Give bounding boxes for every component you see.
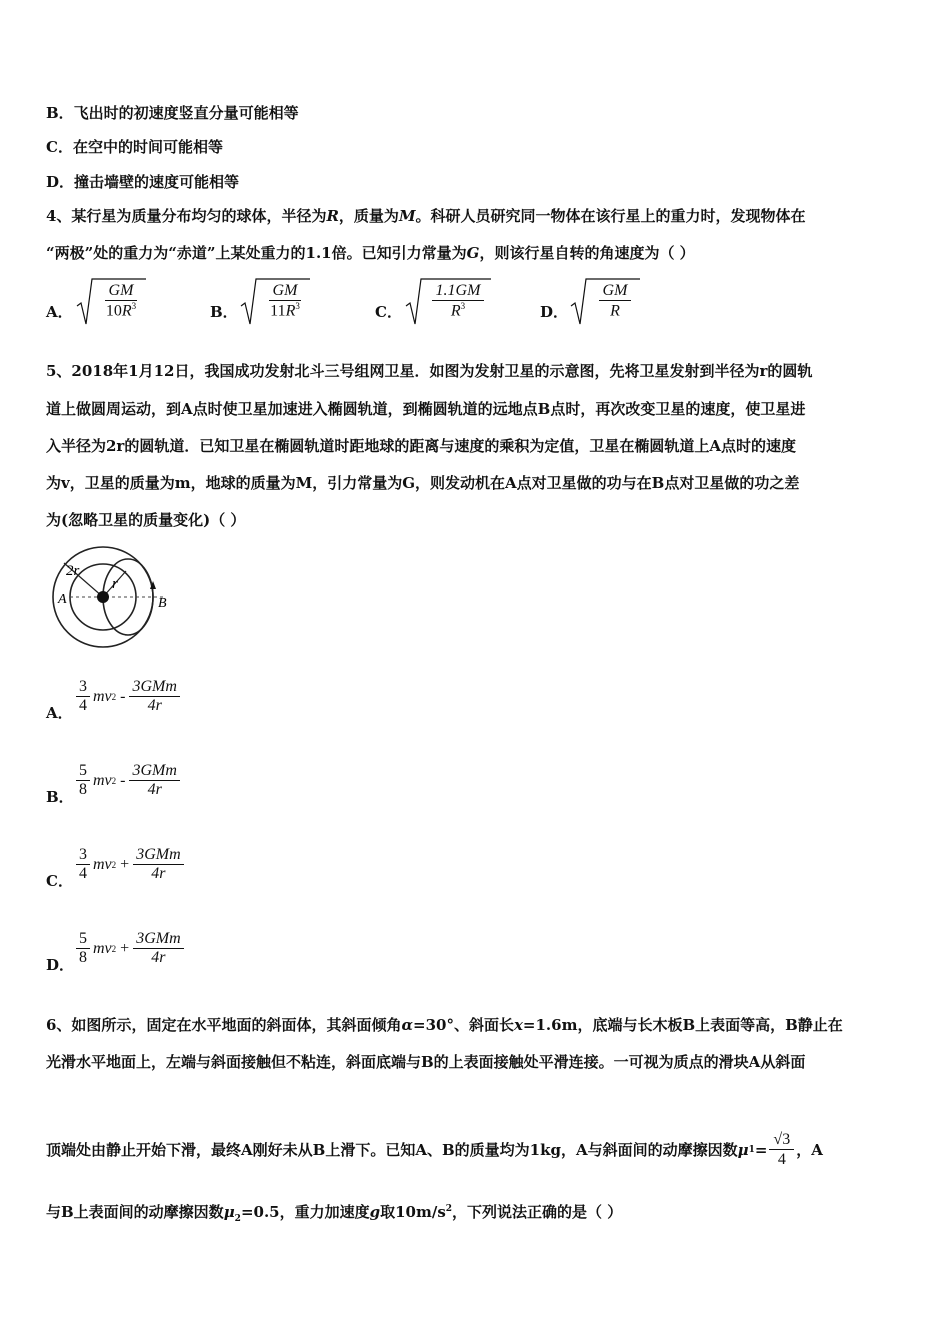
q4-option-radical: $\frac{GM}{11R^3}$ — [240, 276, 312, 328]
earth-dot — [97, 591, 109, 603]
q4-stem-line1: 4、某行星为质量分布均匀的球体，半径为R，质量为M。科研人员研究同一物体在该行星上的重力时，发现物体在 — [46, 207, 806, 225]
q3-option-c: C．在空中的时间可能相等 — [46, 138, 223, 156]
q5-option-label: B． — [46, 788, 74, 806]
q4-option-label: D． — [540, 303, 569, 321]
q5-stem-line4: 为v，卫星的质量为m，地球的质量为M，引力常量为G，则发动机在A点对卫星做的功与在B点对卫星做的功之差 — [46, 474, 800, 492]
q6-stem-line2: 光滑水平地面上，左端与斜面接触但不粘连，斜面底端与B的上表面接触处平滑连接。一可视为质点的滑块A从斜面 — [46, 1053, 806, 1071]
label-r: r — [112, 576, 118, 592]
q5-stem-line1: 5、2018年1月12日，我国成功发射北斗三号组网卫星．如图为发射卫星的示意图，先将卫星发射到半径为r的圆轨 — [46, 362, 813, 380]
q5-stem-line3: 入半径为2r的圆轨道．已知卫星在椭圆轨道时距地球的距离与速度的乘积为定值，卫星在椭圆轨道上A点时的速度 — [46, 437, 796, 455]
q6-stem-line1: 6、如图所示，固定在水平地面的斜面体，其斜面倾角α=30°、斜面长x=1.6m，底端与长木板B上表面等高，B静止在 — [46, 1016, 843, 1034]
q4-option-label: B． — [210, 303, 238, 321]
q4-stem-line2: “两极”处的重力为“赤道”上某处重力的1.1倍。已知引力常量为G，则该行星自转的角速度为（ ） — [46, 244, 695, 262]
ellipse-orbit — [103, 559, 153, 635]
q5-option-expression: $\frac{5}{8}$ mv 2 - $\frac{\text{3GMm}}{4r}$ — [76, 762, 180, 800]
q5-option-expression: $\frac{3}{4}$ mv 2 - $\frac{\text{3GMm}}{4r}$ — [76, 678, 180, 716]
mu1-fraction: $\frac{√3}{4}$ — [769, 1130, 794, 1169]
q5-stem-line2: 道上做圆周运动，到A点时使卫星加速进入椭圆轨道，到椭圆轨道的远地点B点时，再次改变卫星的速度，使卫星进 — [46, 400, 806, 418]
q4-option-radical: $\frac{1.1GM}{R^3}$ — [405, 276, 493, 328]
label-A: A — [58, 592, 67, 607]
q4-option-radical: $\frac{GM}{10R^3}$ — [76, 276, 148, 328]
q6-stem-line4: 与B上表面间的动摩擦因数$\mu_2=0.5$，重力加速度g取$10m/s^2$，下列说法正确的是（ ） — [46, 1203, 623, 1224]
q4-option-label: C． — [375, 303, 402, 321]
q4-option-label: A． — [46, 303, 73, 321]
label-2r: 2r — [66, 563, 80, 579]
q5-option-expression: $\frac{5}{8}$ mv 2 + $\frac{\text{3GMm}}{4r}$ — [76, 930, 184, 968]
q5-option-label: D． — [46, 956, 75, 974]
q5-option-label: C． — [46, 872, 73, 890]
q3-option-b: B．飞出时的初速度竖直分量可能相等 — [46, 104, 299, 122]
q6-stem-line3: 顶端处由静止开始下滑，最终A刚好未从B上滑下。已知A、B的质量均为1kg，A与斜面间的动摩擦因数 μ 1 = $\frac{√3}{4}$ ，A — [46, 1131, 823, 1169]
q4-option-radical: $\frac{GM}{R}$ — [570, 276, 642, 328]
label-B: B — [158, 596, 167, 611]
q5-stem-line5: 为(忽略卫星的质量变化)（ ） — [46, 511, 246, 529]
q5-option-expression: $\frac{3}{4}$ mv 2 + $\frac{\text{3GMm}}{4r}$ — [76, 846, 184, 884]
q3-option-d: D．撞击墙壁的速度可能相等 — [46, 173, 240, 191]
orbit-diagram — [46, 545, 171, 650]
q5-option-label: A． — [46, 704, 73, 722]
